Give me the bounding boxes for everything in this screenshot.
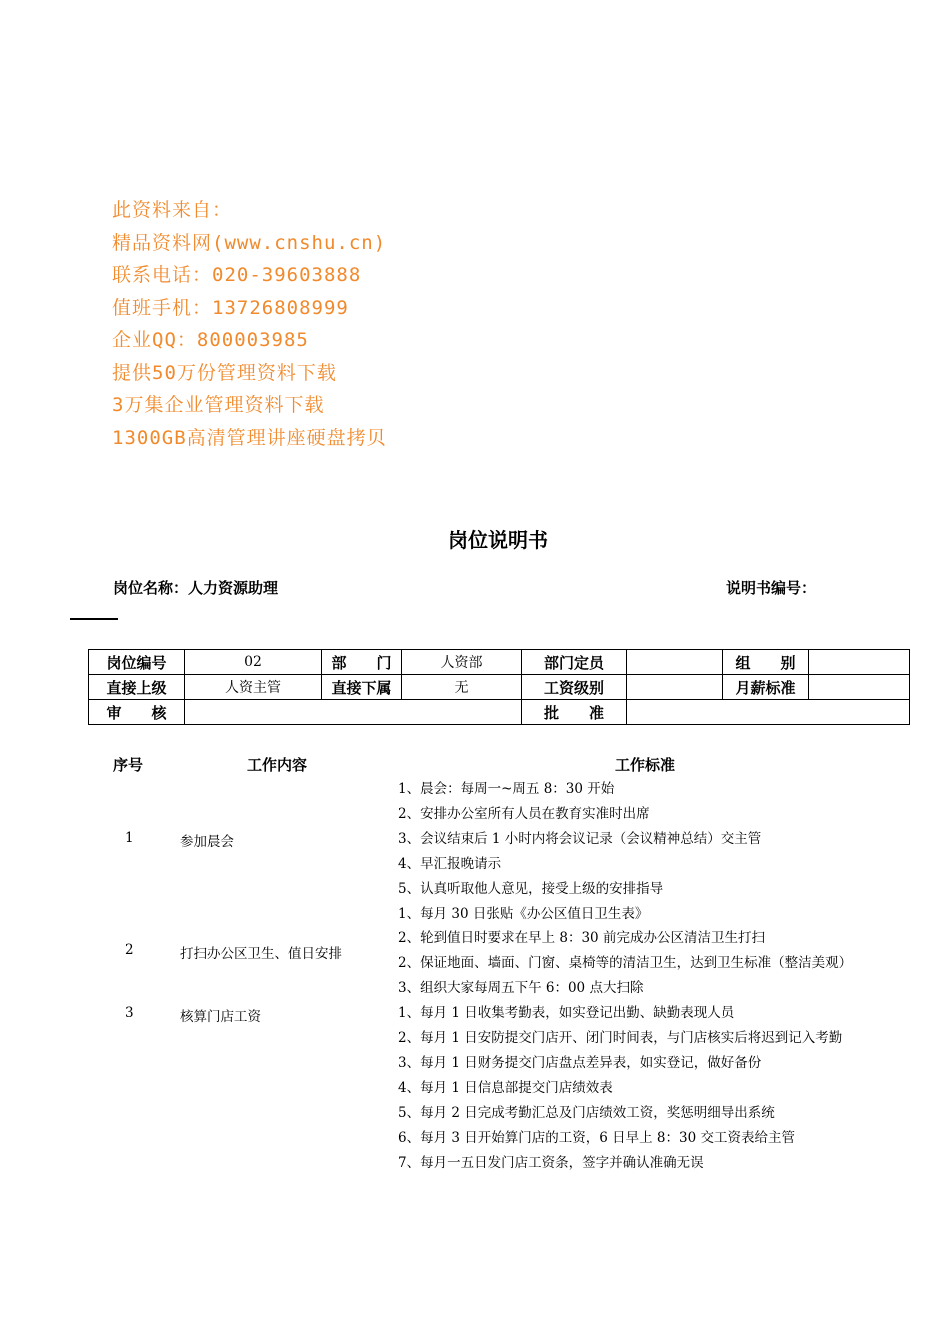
standard-line: 4、每月 1 日信息部提交门店绩效表 xyxy=(398,1079,613,1096)
standard-line: 3、会议结束后 1 小时内将会议记录（会议精神总结）交主管 xyxy=(398,830,762,847)
promo-line: 企业QQ：800003985 xyxy=(112,329,309,351)
standard-line: 5、每月 2 日完成考勤汇总及门店绩效工资，奖惩明细导出系统 xyxy=(398,1104,775,1121)
item-seq: 1 xyxy=(125,830,134,846)
quota-value xyxy=(627,650,723,675)
post-no-value: 02 xyxy=(185,650,322,675)
standard-line: 1、每月 30 日张贴《办公区值日卫生表》 xyxy=(398,905,649,922)
post-name: 岗位名称：人力资源助理 xyxy=(113,579,279,597)
item-content: 打扫办公区卫生、值日安排 xyxy=(180,946,342,962)
promo-line: 精品资料网(www.cnshu.cn) xyxy=(112,231,387,254)
standard-line: 3、每月 1 日财务提交门店盘点差异表，如实登记，做好备份 xyxy=(398,1054,762,1071)
underline-bar xyxy=(70,618,118,620)
item-seq: 3 xyxy=(125,1005,134,1021)
quota-label: 部门定员 xyxy=(522,650,627,675)
standard-line: 2、安排办公室所有人员在教育实准时出席 xyxy=(398,805,650,822)
info-table xyxy=(88,649,910,725)
approve-value xyxy=(627,700,910,725)
promo-line: 值班手机：13726808999 xyxy=(112,296,349,319)
dept-label: 部 门 xyxy=(322,650,402,675)
document-title: 岗位说明书 xyxy=(448,528,548,552)
item-seq: 2 xyxy=(125,942,134,958)
doc-number-label: 说明书编号： xyxy=(726,579,817,597)
monthly-std-label: 月薪标准 xyxy=(723,675,809,700)
standard-line: 7、每月一五日发门店工资条，签字并确认准确无误 xyxy=(398,1154,704,1171)
standard-line: 4、早汇报晚请示 xyxy=(398,855,502,872)
review-label: 审 核 xyxy=(89,700,185,725)
standards-list xyxy=(398,777,852,1176)
subordinate-label: 直接下属 xyxy=(322,675,402,700)
subordinate-value: 无 xyxy=(402,675,522,700)
item-content: 核算门店工资 xyxy=(180,1009,261,1025)
standard-line: 1、每月 1 日收集考勤表，如实登记出勤、缺勤表现人员 xyxy=(398,1005,735,1022)
standard-header: 工作标准 xyxy=(615,756,676,774)
table-row xyxy=(89,650,910,675)
approve-label: 批 准 xyxy=(522,700,627,725)
item-content: 参加晨会 xyxy=(180,834,234,850)
promo-line: 1300GB高清管理讲座硬盘拷贝 xyxy=(112,426,387,449)
seq-header: 序号 xyxy=(113,756,144,774)
monthly-std-value xyxy=(809,675,910,700)
salary-level-label: 工资级别 xyxy=(522,675,627,700)
standard-line: 2、保证地面、墙面、门窗、桌椅等的清洁卫生，达到卫生标准（整洁美观） xyxy=(398,955,853,972)
standard-line: 1、晨会：每周一~周五 8：30 开始 xyxy=(398,781,615,797)
promo-block xyxy=(112,194,387,454)
table-row xyxy=(89,700,910,725)
standard-line: 2、轮到值日时要求在早上 8：30 前完成办公区清洁卫生打扫 xyxy=(398,930,765,947)
promo-line: 联系电话：020-39603888 xyxy=(112,264,362,286)
superior-value: 人资主管 xyxy=(185,675,322,700)
post-no-label: 岗位编号 xyxy=(89,650,185,675)
promo-line: 提供50万份管理资料下载 xyxy=(112,361,337,384)
promo-line: 此资料来自： xyxy=(112,199,233,221)
promo-line: 3万集企业管理资料下载 xyxy=(112,394,325,416)
group-value xyxy=(809,650,910,675)
superior-label: 直接上级 xyxy=(89,675,185,700)
salary-level-value xyxy=(627,675,723,700)
group-label: 组 别 xyxy=(723,650,809,675)
standard-line: 6、每月 3 日开始算门店的工资，6 日早上 8：30 交工资表给主管 xyxy=(398,1129,795,1146)
review-value xyxy=(185,700,522,725)
table-row xyxy=(89,675,910,700)
standard-line: 5、认真听取他人意见，接受上级的安排指导 xyxy=(398,880,664,897)
dept-value: 人资部 xyxy=(402,650,522,675)
standard-line: 3、组织大家每周五下午 6：00 点大扫除 xyxy=(398,980,644,997)
content-header: 工作内容 xyxy=(247,756,308,774)
standard-line: 2、每月 1 日安防提交门店开、闭门时间表，与门店核实后将迟到记入考勤 xyxy=(398,1030,843,1047)
